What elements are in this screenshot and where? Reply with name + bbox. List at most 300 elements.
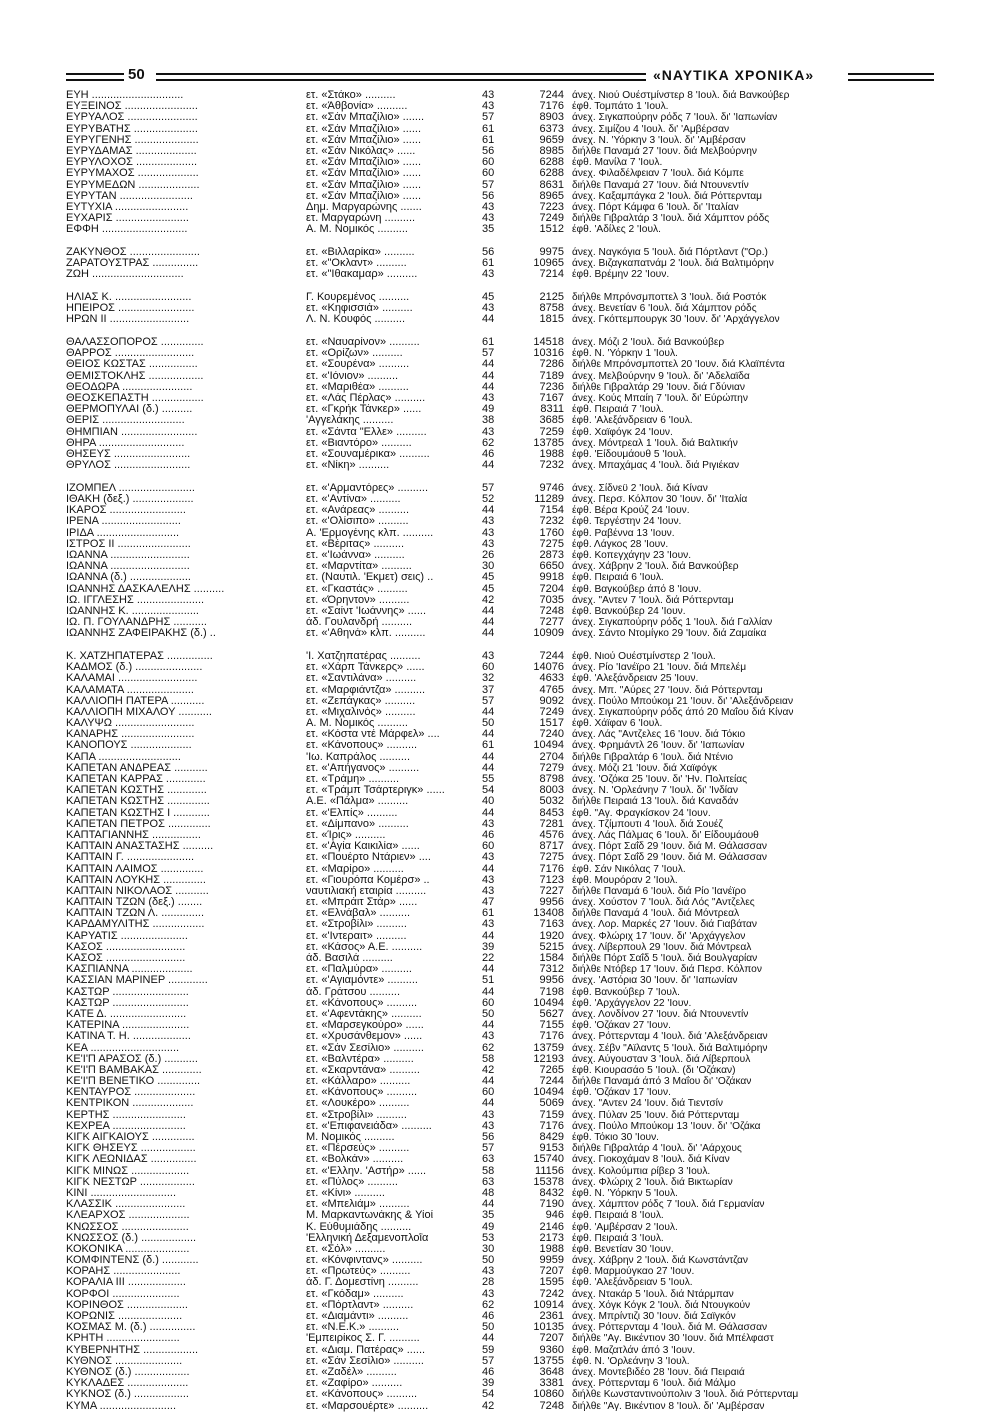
position-report: διήλθε Πόρτ Σαΐδ 5 'Ιουλ. διά Βουλγαρίαν <box>572 953 758 964</box>
gross-tonnage: 7207 <box>539 1333 564 1345</box>
build-year: 57 <box>482 348 495 360</box>
owner-agent: ετ. «Λουκέρο» .......... <box>306 1098 410 1110</box>
table-row <box>66 1378 934 1389</box>
table-row <box>66 124 934 135</box>
gross-tonnage: 10494 <box>533 740 564 752</box>
table-row <box>66 942 934 953</box>
owner-agent: ετ. «Ζεπάγκας» .......... <box>306 695 416 707</box>
gross-tonnage: 3648 <box>539 1366 564 1378</box>
position-report: άνεχ. Μόζι 2 'Ιουλ. διά Βανκούβερ <box>572 337 725 349</box>
owner-agent: ετ. «Σόλ» .......... <box>306 1243 386 1255</box>
position-report: έφθ. Τομπάτο 1 'Ιουλ. <box>572 101 669 113</box>
build-year: 44 <box>482 460 495 472</box>
build-year: 44 <box>482 605 495 617</box>
table-row <box>66 247 934 258</box>
gross-tonnage: 7248 <box>539 605 564 617</box>
gross-tonnage: 9956 <box>539 975 564 987</box>
table-row <box>66 572 934 583</box>
owner-agent: 'Ι. Χατζηπατέρας .......... <box>306 650 421 662</box>
owner-agent: ετ. «Σάν Μπαζίλιο» ...... <box>306 157 422 169</box>
ship-name: ΚΑΔΜΟΣ (δ.) ...................... <box>66 662 203 674</box>
owner-agent: ναυτιλιακή εταιρία .......... <box>306 885 427 897</box>
table-row <box>66 415 934 426</box>
table-row <box>66 180 934 191</box>
build-year: 61 <box>482 123 495 135</box>
gross-tonnage: 5069 <box>539 1098 564 1110</box>
build-year: 43 <box>482 426 495 438</box>
build-year: 61 <box>482 908 495 920</box>
gross-tonnage: 7275 <box>539 538 564 550</box>
ship-name: ΚΝΩΣΣΟΣ (δ.) .................. <box>66 1232 197 1244</box>
ship-name: ΚΥΚΝΟΣ (δ.) .................. <box>66 1389 189 1401</box>
ship-name: ΖΑΡΑΤΟΥΣΤΡΑΣ ............... <box>66 258 199 270</box>
build-year: 44 <box>482 863 495 875</box>
position-report: άνεχ. Μπ. "Αύρες 27 'Ιουν. διά Ρόττερνταμ <box>572 684 763 696</box>
ship-name: ΗΡΩΝ ΙΙ .......................... <box>66 314 190 326</box>
gross-tonnage: 10135 <box>533 1322 564 1334</box>
ship-name: ΚΕΧΡΕΑ ........................ <box>66 1120 186 1132</box>
owner-agent: ετ. «Γκαστάς» .......... <box>306 583 408 595</box>
gross-tonnage: 1920 <box>539 930 564 942</box>
table-row <box>66 875 934 886</box>
build-year: 46 <box>482 1311 495 1322</box>
position-report: άνεχ. Πούλο Μπούκομ 13 'Ιουν. δι' 'Οζάκα <box>572 1120 761 1132</box>
owner-agent: ετ. «Σάν Νικόλας» ...... <box>306 145 416 157</box>
build-year: 50 <box>482 1322 495 1334</box>
build-year: 42 <box>482 1064 495 1076</box>
table-row <box>66 897 934 908</box>
table-row <box>66 617 934 628</box>
position-report: άνεχ. Μόζι 21 'Ιουν. διά Χαϊφόγκ <box>572 762 718 774</box>
position-report: άνεχ. Σιμίζου 4 'Ιουλ. δι' 'Αμβέρσαν <box>572 123 730 135</box>
build-year: 60 <box>482 997 495 1009</box>
table-row <box>66 685 934 696</box>
position-report: άνεχ. Πόρτ Σαΐδ 29 'Ιουν. διά Μ. Θάλασσαν <box>572 841 767 853</box>
table-row <box>66 1132 934 1143</box>
position-report: έφθ. 'Οζάκαν 27 'Ιουν. <box>572 1020 671 1032</box>
letter-group <box>66 292 934 326</box>
build-year: 45 <box>482 572 495 584</box>
ship-name: ΚΕ'Ι'Π ΒΑΜΒΑΚΑΣ ............. <box>66 1064 202 1076</box>
table-row <box>66 90 934 101</box>
build-year: 44 <box>482 706 495 718</box>
position-report: άνεχ. Χάμπτον ρόδς 7 'Ιουλ. διά Γερμανίαν <box>572 1199 765 1211</box>
owner-agent: ετ. «Κάνοπους» .......... <box>306 1087 418 1099</box>
build-year: 49 <box>482 1221 495 1233</box>
owner-agent: ετ. «Βαλντέρα» .......... <box>306 1053 414 1065</box>
owner-agent: ετ. «Μαρσεγκούρο» ...... <box>306 1020 424 1032</box>
position-report: έφθ. 'Είδουμάουθ 5 'Ιουλ. <box>572 448 687 460</box>
gross-tonnage: 7244 <box>539 90 564 101</box>
header-rule-middle <box>156 73 646 81</box>
ship-name: ΚΑΣΟΣ .......................... <box>66 953 186 964</box>
gross-tonnage: 13755 <box>533 1355 564 1367</box>
build-year: 44 <box>482 1333 495 1345</box>
page-header <box>66 66 934 88</box>
position-report: άνεχ. Ντακάρ 5 'Ιουλ. διά Ντάρμπαν <box>572 1288 734 1300</box>
owner-agent: ετ. «Σάν Μπαζίλιο» ...... <box>306 179 422 191</box>
owner-agent: Κ. Εύθυμιάδης .......... <box>306 1221 412 1233</box>
table-row <box>66 1166 934 1177</box>
build-year: 44 <box>482 1076 495 1088</box>
ship-name: ΚΟΡΑΗΣ ...................... <box>66 1266 181 1278</box>
build-year: 43 <box>482 650 495 662</box>
gross-tonnage: 6650 <box>539 561 564 573</box>
position-report: άνεχ. Πόρτ Κάμφα 6 'Ιουλ. δι' 'Ιταλίαν <box>572 201 739 213</box>
build-year: 43 <box>482 393 495 404</box>
table-row <box>66 269 934 280</box>
table-row <box>66 438 934 449</box>
gross-tonnage: 11289 <box>534 494 564 505</box>
table-row <box>66 953 934 964</box>
owner-agent: ετ. «Σαίντ 'Ιωάννης» ...... <box>306 605 427 617</box>
position-report: διήλθε Μπρόνσμποττελ 20 'Ιουν. διά Κλαϊπέντα <box>572 359 785 371</box>
position-report: άνεχ. Περσ. Κόλπον 30 'Ιουν. δι' 'Ιταλία <box>572 494 748 505</box>
build-year: 60 <box>482 168 495 180</box>
gross-tonnage: 1988 <box>539 1243 564 1255</box>
gross-tonnage: 9092 <box>539 695 564 707</box>
owner-agent: Μ. Μαρκαντωνάκης & Υίοί <box>306 1210 434 1222</box>
position-report: διήλθε Γιβραλτάρ 4 'Ιουλ. δι' 'Αάρχους <box>572 1143 742 1155</box>
gross-tonnage: 7123 <box>539 874 564 886</box>
gross-tonnage: 7214 <box>539 269 564 281</box>
ship-name: ΘΕΟΣΚΕΠΑΣΤΗ ................. <box>66 393 204 404</box>
build-year: 32 <box>482 673 495 685</box>
table-row <box>66 1065 934 1076</box>
gross-tonnage: 8965 <box>539 190 564 202</box>
position-report: διήλθε Γιβραλτάρ 6 'Ιουλ. διά Ντένιο <box>572 751 734 763</box>
gross-tonnage: 6373 <box>539 123 564 135</box>
build-year: 46 <box>482 829 495 841</box>
position-report: έφθ. Ν. 'Υόρκην 5 'Ιουλ. <box>572 1187 678 1199</box>
ship-name: ΙΩ. Π. ΓΟΥΛΑΝΔΡΗΣ ........... <box>66 617 207 629</box>
gross-tonnage: 7198 <box>539 986 564 998</box>
position-report: άνεχ. Λάς Πάλμας 6 'Ιουλ. δι' Είδουμάουθ <box>572 829 759 841</box>
position-report: έφθ. Σάν Νικόλας 7 'Ιουλ. <box>572 863 686 875</box>
table-row <box>66 1389 934 1400</box>
build-year: 22 <box>482 953 495 964</box>
gross-tonnage: 7207 <box>539 1266 564 1278</box>
table-row <box>66 1199 934 1210</box>
ship-name: ΕΥΡΥΛΟΧΟΣ .................... <box>66 157 198 169</box>
ship-name: ΘΕΡΜΟΠΥΛΑΙ (δ.) .......... <box>66 404 193 416</box>
build-year: 38 <box>482 415 495 427</box>
position-report: έφθ. Μαρμούγκαο 27 'Ιουν. <box>572 1266 695 1278</box>
ship-name: ΚΑΤΕ Δ. ......................... <box>66 1008 187 1020</box>
owner-agent: ετ. «Ορίζων» .......... <box>306 348 403 360</box>
gross-tonnage: 7279 <box>539 762 564 774</box>
table-row <box>66 841 934 852</box>
table-row <box>66 830 934 841</box>
ship-name: ΚΑΠΑ ........................... <box>66 751 181 763</box>
build-year: 43 <box>482 1120 495 1132</box>
ship-name: ΙΩΑΝΝΑ .......................... <box>66 549 190 561</box>
position-report: έφθ. "Αγ. Φραγκίσκον 24 'Ιουν. <box>572 807 711 819</box>
ship-name: ΚΙΝΙ ............................ <box>66 1187 177 1199</box>
ship-name: ΘΕΡΙΣ ........................... <box>66 415 185 427</box>
ship-name: ΚΕ'Ι'Π ΑΡΑΣΟΣ (δ.) ........... <box>66 1053 198 1065</box>
gross-tonnage: 7281 <box>539 818 564 830</box>
build-year: 40 <box>482 796 495 808</box>
gross-tonnage: 7265 <box>539 1064 564 1076</box>
table-row <box>66 1076 934 1087</box>
gross-tonnage: 7167 <box>539 393 564 404</box>
position-report: άνεχ. Ναγκόγια 5 'Ιουλ. διά Πόρτλαντ ("Ορ.) <box>572 246 768 258</box>
owner-agent: 'Ελληνική Δεξαμενοπλοΐα <box>306 1232 429 1244</box>
position-report: άνεχ. Αύγουσταν 3 'Ιουλ. διά Λίβερπουλ <box>572 1053 751 1065</box>
ship-name: ΕΦΦΗ ............................ <box>66 224 188 236</box>
build-year: 44 <box>482 381 495 393</box>
table-row <box>66 628 934 639</box>
position-report: άνεχ. Λορ. Μαρκές 27 'Ιουν. διά Γιαβάταν <box>572 919 757 931</box>
build-year: 44 <box>482 751 495 763</box>
ship-name: ΚΥΜΑ ......................... <box>66 1400 177 1412</box>
build-year: 49 <box>482 404 495 416</box>
table-row <box>66 1020 934 1031</box>
gross-tonnage: 2361 <box>539 1311 564 1322</box>
owner-agent: ετ. «Σάν Σεσίλιο» .......... <box>306 1042 424 1054</box>
ship-name: ΕΥΡΥΜΑΧΟΣ .................... <box>66 168 199 180</box>
build-year: 57 <box>482 1355 495 1367</box>
position-report: έφθ. Βέρα Κρούζ 24 'Ιουν. <box>572 505 690 517</box>
table-row <box>66 1367 934 1378</box>
ship-name: ΚΥΒΕΡΝΗΤΗΣ .................. <box>66 1344 199 1356</box>
gross-tonnage: 7223 <box>539 201 564 213</box>
table-row <box>66 606 934 617</box>
build-year: 44 <box>482 370 495 382</box>
table-row <box>66 931 934 942</box>
owner-agent: ετ. «Γιουρόπα Κομέρσ» .. <box>306 874 430 886</box>
position-report: άνεχ. Ρόττερνταμ 4 'Ιουλ. διά Μ. Θάλασσαν <box>572 1322 768 1334</box>
table-row <box>66 1300 934 1311</box>
table-row <box>66 919 934 930</box>
position-report: διήλθε Παναμά 27 'Ιουν. διά Μελβούρνην <box>572 145 758 157</box>
table-row <box>66 584 934 595</box>
gross-tonnage: 7232 <box>539 516 564 528</box>
owner-agent: ετ. «Κάνοπους» .......... <box>306 740 418 752</box>
owner-agent: ετ. «Κάσος» Α.Ε. .......... <box>306 941 423 953</box>
ship-name: ΘΗΜΠΙΑΝ ......................... <box>66 426 198 438</box>
owner-agent: ετ. «Πουέρτο Ντάριεν» .... <box>306 852 431 864</box>
table-row <box>66 1188 934 1199</box>
table-row <box>66 987 934 998</box>
gross-tonnage: 946 <box>545 1210 564 1222</box>
table-row <box>66 213 934 224</box>
gross-tonnage: 1988 <box>539 448 564 460</box>
build-year: 43 <box>482 874 495 886</box>
position-report: άνεχ. "Αντεν 7 'Ιουλ. διά Ρόττερνταμ <box>572 594 734 606</box>
build-year: 44 <box>482 628 495 640</box>
table-row <box>66 1154 934 1165</box>
ship-name: ΚΑΝΑΡΗΣ ........................ <box>66 729 195 741</box>
table-row <box>66 1289 934 1300</box>
owner-agent: ετ. «"Ιθακαμαρ» .......... <box>306 269 418 281</box>
position-report: άνεχ. Φλώριχ 17 'Ιουν. δι' 'Αρχάγγελον <box>572 930 746 942</box>
ship-name: ΕΥΤΥΧΙΑ ........................ <box>66 201 189 213</box>
position-report: διήλθε Παναμά 4 'Ιουλ. διά Μόντρεαλ <box>572 908 740 920</box>
build-year: 57 <box>482 179 495 191</box>
ship-name: ΙΖΟΜΠΕΛ ......................... <box>66 482 195 494</box>
ship-name: ΚΑΠΤΑΙΝ ΤΖΩΝ Λ. .............. <box>66 908 205 920</box>
ship-name: ΚΑΡΥΑΤΙΣ ...................... <box>66 930 188 942</box>
gross-tonnage: 14518 <box>533 337 564 349</box>
table-row <box>66 908 934 919</box>
build-year: 60 <box>482 662 495 674</box>
table-row <box>66 1222 934 1233</box>
table-row <box>66 1345 934 1356</box>
table-row <box>66 595 934 606</box>
ship-name: ΘΑΛΑΣΣΟΠΟΡΟΣ .............. <box>66 337 204 349</box>
table-row <box>66 740 934 751</box>
position-report: έφθ. Τεργέστην 24 'Ιουν. <box>572 516 682 528</box>
gross-tonnage: 8717 <box>539 841 564 853</box>
owner-agent: ετ. «Πέρσεύς» .......... <box>306 1143 410 1155</box>
gross-tonnage: 13408 <box>533 908 564 920</box>
owner-agent: ετ. «Ίρις» .......... <box>306 829 386 841</box>
owner-agent: ετ. «Πύλος» .......... <box>306 1176 398 1188</box>
build-year: 61 <box>482 258 495 270</box>
gross-tonnage: 7244 <box>539 650 564 662</box>
ship-listing <box>66 90 934 1423</box>
table-row <box>66 662 934 673</box>
ship-name: ΚΑΣΤΩΡ ......................... <box>66 997 189 1009</box>
owner-agent: ετ. «Μαριθέα» .......... <box>306 381 409 393</box>
gross-tonnage: 8453 <box>539 807 564 819</box>
position-report: διήλθε "Αγ. Βικέντιον 8 'Ιουλ. δι' 'Αμβέρσαν <box>572 1400 765 1412</box>
build-year: 53 <box>482 1232 495 1244</box>
owner-agent: ετ. «Χρυσάνθεμον» ...... <box>306 1031 423 1043</box>
owner-agent: ετ. «Ν.Ε.Κ.» .......... <box>306 1322 400 1334</box>
ship-name: ΚΑΛΛΙΟΠΗ ΜΙΧΑΛΟΥ ........... <box>66 706 212 718</box>
position-report: έφθ. Ν. 'Υόρκην 1 'Ιουλ. <box>572 348 678 360</box>
owner-agent: ετ. «Διαμ. Πατέρας» ...... <box>306 1344 426 1356</box>
ship-name: ΚΑΠΤΑΙΝ ΤΖΩΝ (δεξ.) ........ <box>66 897 203 909</box>
ship-name: ΚΟΡΦΟΙ ...................... <box>66 1288 180 1300</box>
position-report: άνεχ. Λάς "Αντζελες 16 'Ιουν. διά Τόκιο <box>572 729 746 741</box>
owner-agent: Γ. Κουρεμένος .......... <box>306 292 410 303</box>
gross-tonnage: 4633 <box>539 673 564 685</box>
gross-tonnage: 4576 <box>539 829 564 841</box>
table-row <box>66 359 934 370</box>
owner-agent: ετ. «'Αγιαμόντε» .......... <box>306 975 418 987</box>
ship-name: ΕΥΞΕΙΝΟΣ ........................ <box>66 101 198 113</box>
table-row <box>66 191 934 202</box>
build-year: 42 <box>482 594 495 606</box>
gross-tonnage: 7242 <box>539 1288 564 1300</box>
ship-name: ΙΩΑΝΝΑ (δ.) .................... <box>66 572 191 584</box>
gross-tonnage: 8798 <box>539 774 564 785</box>
owner-agent: Α.Ε. «Πάλμα» .......... <box>306 796 409 808</box>
ship-name: ΚΟΜΦΙΝΤΕΝΣ (δ.) ............ <box>66 1255 199 1267</box>
table-row <box>66 1233 934 1244</box>
table-row <box>66 168 934 179</box>
ship-name: ΚΝΩΣΣΟΣ ...................... <box>66 1221 189 1233</box>
owner-agent: ετ. «Στροβίλι» .......... <box>306 919 407 931</box>
position-report: έφθ. 'Αδίλες 2 'Ιουλ. <box>572 224 661 236</box>
owner-agent: ετ. «Σάν Μπαζίλιο» ...... <box>306 123 422 135</box>
ship-name: ΚΑΠΤΑΙΝ ΛΑΙΜΟΣ .............. <box>66 863 204 875</box>
position-report: έφθ. Χάϊφαν 6 'Ιουλ. <box>572 718 663 730</box>
gross-tonnage: 9918 <box>539 572 564 584</box>
table-row <box>66 819 934 830</box>
gross-tonnage: 7249 <box>539 706 564 718</box>
table-row <box>66 763 934 774</box>
gross-tonnage: 5627 <box>539 1008 564 1020</box>
build-year: 30 <box>482 561 495 573</box>
build-year: 44 <box>482 930 495 942</box>
table-row <box>66 135 934 146</box>
ship-name: ΕΥΡΥΑΛΟΣ ....................... <box>66 112 198 124</box>
owner-agent: Α. 'Ερμογένης κλπ. .......... <box>306 527 434 539</box>
ship-name: ΚΑΠΤΑΙΝ Γ. ...................... <box>66 852 195 864</box>
build-year: 63 <box>482 1176 495 1188</box>
gross-tonnage: 2173 <box>539 1232 564 1244</box>
table-row <box>66 729 934 740</box>
ship-name: ΚΑΠΕΤΑΝ ΚΩΣΤΗΣ ............. <box>66 785 207 797</box>
position-report: άνεχ. Ρίο 'Ιανέϊρο 21 'Ιουν. διά Μπελέμ <box>572 662 747 674</box>
gross-tonnage: 14076 <box>533 662 564 674</box>
gross-tonnage: 1815 <box>539 314 564 326</box>
build-year: 43 <box>482 1109 495 1121</box>
gross-tonnage: 3381 <box>539 1378 564 1390</box>
build-year: 43 <box>482 269 495 281</box>
position-report: άνεχ. Ρόττερνταμ 4 'Ιουλ. διά 'Αλεξάνδρειαν <box>572 1031 768 1043</box>
table-row <box>66 1098 934 1109</box>
build-year: 44 <box>482 986 495 998</box>
ship-name: ΚΑΡΔΑΜΥΛΙΤΗΣ ................. <box>66 919 205 931</box>
position-report: έφθ. 'Αμβέρσαν 2 'Ιουλ. <box>572 1221 678 1233</box>
table-row <box>66 1009 934 1020</box>
build-year: 55 <box>482 774 495 785</box>
position-report: έφθ. Τόκιο 30 'Ιουν. <box>572 1132 660 1143</box>
table-row <box>66 651 934 662</box>
build-year: 43 <box>482 201 495 213</box>
build-year: 42 <box>482 1400 495 1412</box>
table-row <box>66 202 934 213</box>
table-row <box>66 157 934 168</box>
gross-tonnage: 7286 <box>539 359 564 371</box>
ship-name: ΕΥΗ .............................. <box>66 90 184 101</box>
table-row <box>66 460 934 471</box>
owner-agent: ετ. «Λάς Πέρλας» .......... <box>306 393 426 404</box>
ship-name: ΙΩΑΝΝΗΣ ΔΑΣΚΑΛΕΛΗΣ .......... <box>66 583 225 595</box>
ship-name: ΙΣΤΡΟΣ ΙΙ ........................ <box>66 538 191 550</box>
ship-name: ΚΑΠΤΑΙΝ ΝΙΚΟΛΑΟΣ ........... <box>66 885 209 897</box>
owner-agent: ετ. «Μαρφιάντζα» .......... <box>306 684 426 696</box>
table-row <box>66 404 934 415</box>
gross-tonnage: 2146 <box>539 1221 564 1233</box>
owner-agent: ετ. «Γκόδαμ» .......... <box>306 1288 404 1300</box>
position-report: άνεχ. Μοντεβιδέο 28 'Ιουν. διά Πειραιά <box>572 1366 745 1378</box>
owner-agent: 'Ιω. Καπράλος .......... <box>306 751 410 763</box>
owner-agent: ετ. «Σάν Μπαζίλιο» ...... <box>306 168 422 180</box>
position-report: έφθ. Βαγκούβερ άπό 8 'Ιουν. <box>572 583 702 595</box>
table-row <box>66 1277 934 1288</box>
ship-name: ΚΟΡΑΛΙΑ ΙΙΙ ................... <box>66 1277 186 1289</box>
ship-name: ΚΙΓΚ ΘΗΣΕΥΣ .................. <box>66 1143 196 1155</box>
owner-agent: Α. Μ. Νομικός .......... <box>306 718 408 730</box>
table-row <box>66 224 934 235</box>
ship-name: ΚΡΗΤΗ ........................ <box>66 1333 180 1345</box>
position-report: έφθ. Πειραιά 8 'Ιουλ. <box>572 1210 664 1222</box>
table-row <box>66 494 934 505</box>
gross-tonnage: 7176 <box>539 863 564 875</box>
gross-tonnage: 6288 <box>539 168 564 180</box>
position-report: άνεχ. Γιοκοχάμαν 8 'Ιουλ. διά Κίναν <box>572 1154 730 1166</box>
owner-agent: ετ. «'Αντίνα» .......... <box>306 494 401 505</box>
table-row <box>66 348 934 359</box>
position-report: άνεχ. Σάντο Ντομίγκο 29 'Ιουν. διά Ζαμαίκα <box>572 628 767 640</box>
